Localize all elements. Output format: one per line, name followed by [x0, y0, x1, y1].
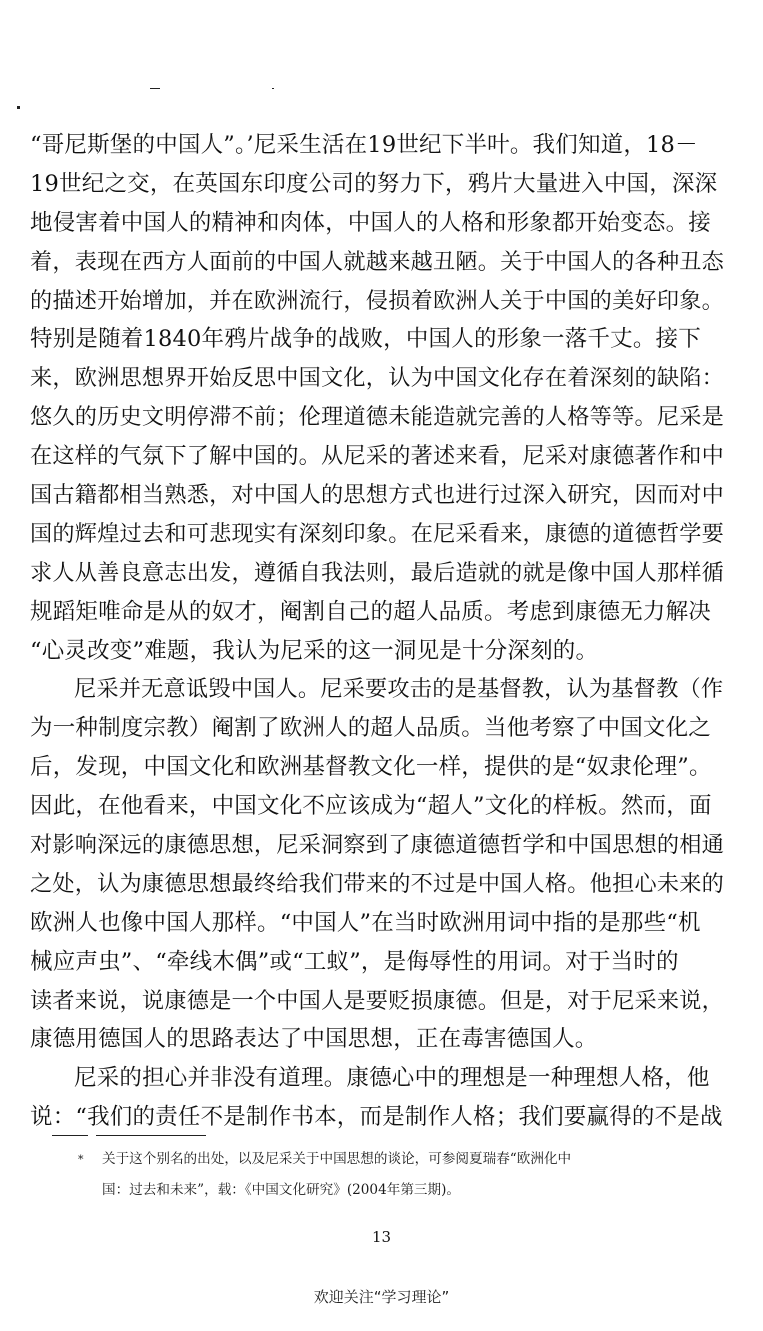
footnote-text-1: 关于这个别名的出处，以及尼采关于中国思想的谈论，可参阅夏瑞春“欧洲化中 — [102, 1151, 572, 1167]
text-line: 在这样的气氛下了解中国的。从尼采的著述来看，尼采对康德著作和中 — [30, 443, 725, 470]
text-line: 欧洲人也像中国人那样。“中国人”在当时欧洲用词中指的是那些“机 — [30, 909, 701, 936]
text-line: 康德用德国人的思路表达了中国思想，正在毒害德国人。 — [30, 1026, 598, 1053]
footnote-rule-right — [96, 1135, 206, 1136]
footnote — [78, 1144, 718, 1205]
text-line: 为一种制度宗教）阉割了欧洲人的超人品质。当他考察了中国文化之 — [30, 715, 712, 742]
text-line: 规蹈矩唯命是从的奴才，阉割自己的超人品质。考虑到康德无力解决 — [30, 598, 712, 625]
text-line: 尼采的担心并非没有道理。康德心中的理想是一种理想人格，他 — [74, 1065, 710, 1092]
text-line: 着，表现在西方人面前的中国人就越来越丑陋。关于中国人的各种丑态 — [30, 248, 725, 275]
text-line: 说：“我们的责任不是制作书本，而是制作人格；我们要赢得的不是战 — [30, 1104, 723, 1131]
text-line: 的描述开始增加，并在欧洲流行，侵损着欧洲人关于中国的美好印象。 — [30, 287, 725, 314]
text-line: 读者来说，说康德是一个中国人是要贬损康德。但是，对于尼采来说， — [30, 987, 725, 1014]
paragraph — [30, 1059, 730, 1137]
scan-mark-dot — [272, 88, 274, 89]
watermark-text: 欢迎关注“学习理论” — [313, 1288, 450, 1306]
text-line: 地侵害着中国人的精神和肉体，中国人的人格和形象都开始变态。接 — [30, 209, 712, 236]
text-line: “哥尼斯堡的中国人”。’尼采生活在19世纪下半叶。我们知道，18－ — [30, 132, 698, 158]
footnote-marker: * — [78, 1153, 84, 1166]
footnote-rule-left — [52, 1135, 88, 1136]
text-line: 后，发现，中国文化和欧洲基督教文化一样，提供的是“奴隶伦理”。 — [30, 754, 712, 781]
text-line: 悠久的历史文明停滞不前；伦理道德未能造就完善的人格等等。尼采是 — [30, 404, 725, 431]
text-line: 特别是随着1840年鸦片战争的战败，中国人的形象一落千丈。接下 — [30, 326, 701, 353]
text-line: 来，欧洲思想界开始反思中国文化，认为中国文化存在着深刻的缺陷： — [30, 365, 725, 392]
text-line: 械应声虫”、“牵线木偶”或“工蚁”，是侮辱性的用词。对于当时的 — [30, 948, 679, 975]
page-body — [30, 126, 730, 1137]
text-line: 19世纪之交，在英国东印度公司的努力下，鸦片大量进入中国，深深 — [30, 170, 718, 197]
footnote-line-2: 国：过去和未来”，载：《中国文化研究》(2004年第三期)。 — [102, 1182, 461, 1198]
text-line: 求人从善良意志出发，遵循自我法则，最后造就的就是像中国人那样循 — [30, 559, 725, 586]
text-line: 之处，认为康德思想最终给我们带来的不过是中国人格。他担心未来的 — [30, 870, 725, 897]
text-line: 国古籍都相当熟悉，对中国人的思想方式也进行过深入研究，因而对中 — [30, 482, 725, 509]
text-line: 对影响深远的康德思想，尼采洞察到了康德道德哲学和中国思想的相通 — [30, 832, 725, 859]
scan-mark-dot-left — [17, 106, 20, 109]
text-line: 因此，在他看来，中国文化不应该成为“超人”文化的样板。然而，面 — [30, 793, 712, 820]
scan-mark-dash — [150, 88, 160, 89]
footnote-line-1 — [78, 1144, 718, 1175]
paragraph — [30, 670, 730, 1059]
page-number: 13 — [371, 1228, 392, 1246]
paragraph — [30, 126, 730, 670]
text-line: 尼采并无意诋毁中国人。尼采要攻击的是基督教，认为基督教（作 — [74, 676, 724, 703]
text-line: 国的辉煌过去和可悲现实有深刻印象。在尼采看来，康德的道德哲学要 — [30, 520, 725, 547]
text-line: “心灵改变”难题，我认为尼采的这一洞见是十分深刻的。 — [30, 637, 599, 664]
